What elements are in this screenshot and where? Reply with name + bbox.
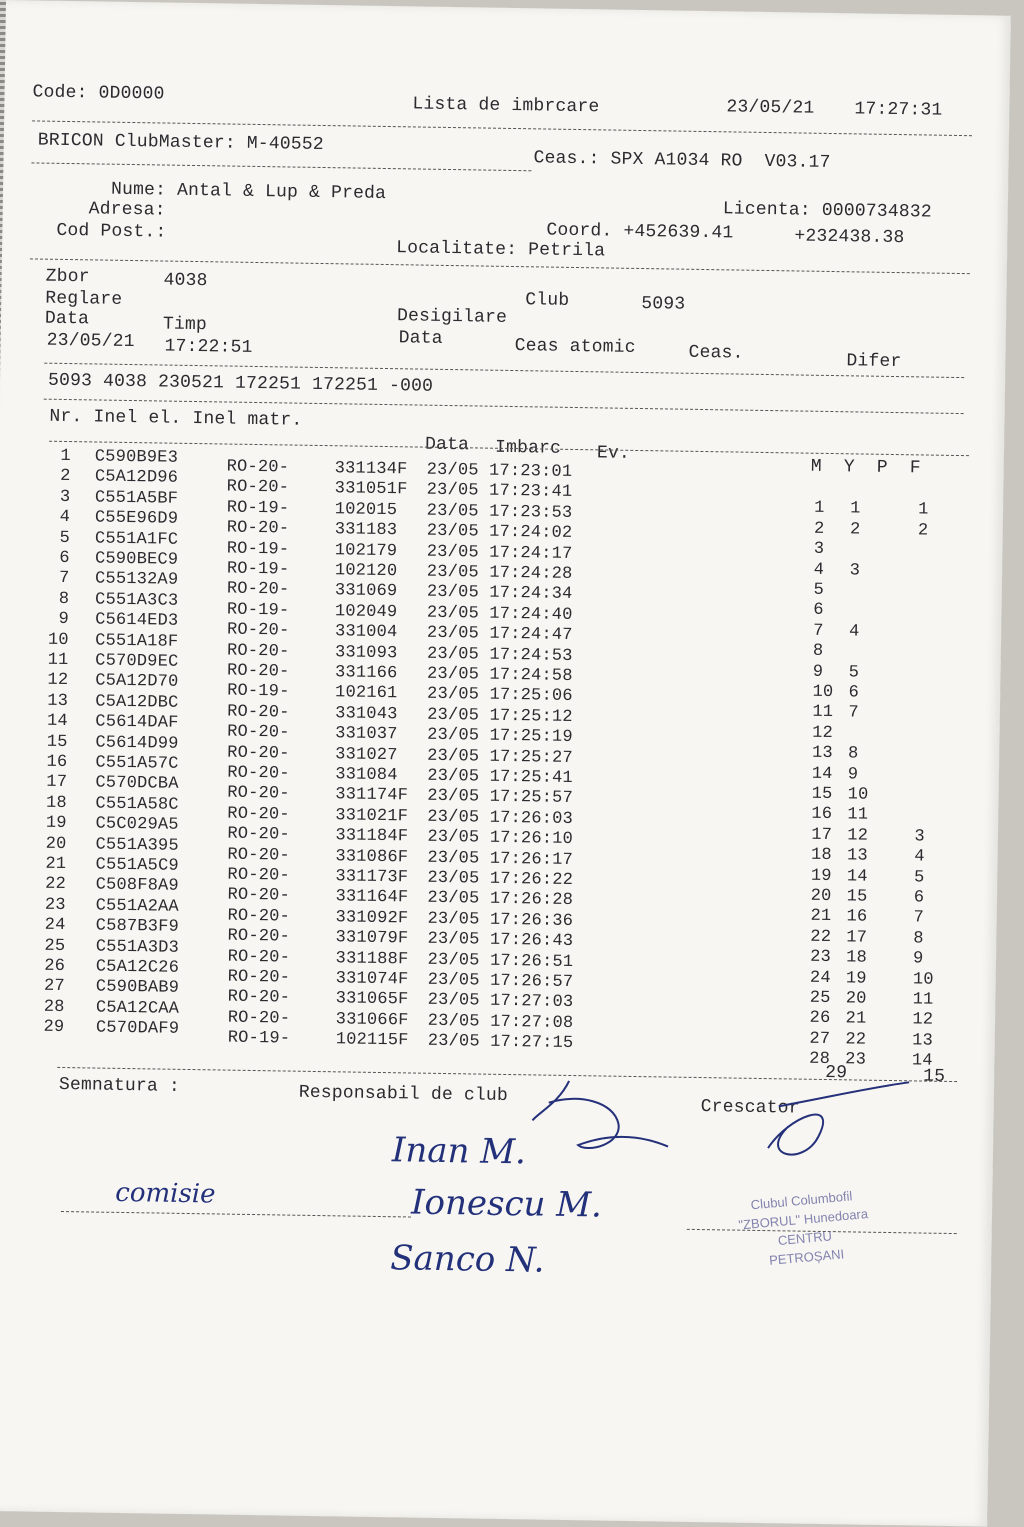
arrival-datetime: 23/05 17:24:34 (426, 583, 573, 605)
setting-date: 23/05/21 (46, 330, 135, 353)
row-number: 25 (44, 936, 66, 956)
ring-prefix: RO-20- (227, 845, 290, 866)
arrival-datetime: 23/05 17:26:03 (427, 807, 574, 829)
ring-number: 331166 (334, 663, 398, 684)
signature-name-3: Sanco N. (389, 1238, 545, 1281)
ring-number: 331188F (335, 948, 409, 970)
column-header-myp: M Y P F (810, 456, 921, 479)
electronic-ring: C551A3C3 (94, 590, 179, 611)
rank-y: 22 (845, 1030, 867, 1050)
rank-f: 11 (912, 990, 934, 1010)
row-number: 3 (59, 487, 71, 507)
ring-number: 331092F (335, 908, 409, 929)
arrival-datetime: 23/05 17:25:57 (427, 787, 574, 809)
rank-f: 10 (912, 969, 934, 990)
ring-prefix: RO-20- (226, 457, 290, 478)
rank-y: 19 (845, 968, 867, 989)
ring-prefix: RO-19- (226, 539, 290, 560)
rank-m: 22 (810, 927, 832, 947)
arrival-datetime: 23/05 17:23:01 (426, 460, 573, 482)
owner-name: Nume: Antal & Lup & Preda (110, 179, 387, 204)
rank-m: 5 (813, 580, 825, 600)
electronic-ring: C5614D99 (95, 733, 179, 754)
rank-y: 14 (846, 866, 868, 887)
rank-f: 9 (912, 949, 924, 969)
signature-label: Semnatura : (58, 1074, 181, 1097)
ring-prefix: RO-20- (227, 906, 291, 927)
rank-m: 27 (809, 1029, 831, 1049)
rank-y: 21 (845, 1009, 867, 1030)
electronic-ring: C570DAF9 (95, 1018, 180, 1040)
electronic-ring: C551A5BF (94, 488, 179, 509)
column-header-ev: Ev. (596, 443, 631, 464)
ring-number: 331069 (334, 581, 398, 602)
ring-prefix: RO-20- (227, 783, 290, 804)
arrival-datetime: 23/05 17:26:51 (427, 950, 574, 972)
arrival-datetime: 23/05 17:25:27 (427, 746, 573, 768)
rank-y: 2 (849, 520, 861, 540)
stamp-line: CENTRU (777, 1228, 833, 1249)
rank-f: 2 (917, 521, 929, 541)
commission-label: comisie (115, 1177, 216, 1210)
tail-m-value: 29 (825, 1063, 848, 1084)
arrival-datetime: 23/05 17:26:28 (427, 889, 574, 911)
row-number: 17 (46, 773, 68, 793)
document-title: Lista de imbrcare (412, 94, 600, 118)
rank-m: 1 (814, 499, 825, 519)
unseal-date-label: Data (398, 328, 443, 349)
row-number: 23 (44, 895, 66, 915)
rank-m: 11 (812, 703, 834, 723)
ring-prefix: RO-19- (227, 1028, 291, 1049)
stamp-line: "ZBORUL" Hunedoara (737, 1206, 869, 1233)
arrival-datetime: 23/05 17:24:17 (426, 542, 573, 564)
setting-time-label: Timp (162, 314, 208, 336)
ring-number: 102120 (334, 561, 398, 582)
setting-time: 17:22:51 (164, 336, 253, 358)
electronic-ring: C551A1FC (94, 529, 179, 550)
row-number: 26 (44, 956, 66, 977)
rank-y: 11 (847, 805, 869, 826)
electronic-ring: C551A18F (95, 631, 179, 652)
rank-y: 1 (850, 499, 861, 519)
divider (61, 1211, 411, 1217)
rank-f: 12 (912, 1010, 934, 1031)
arrival-datetime: 23/05 17:24:02 (426, 521, 573, 544)
rank-m: 13 (811, 743, 833, 764)
electronic-ring: C5614DAF (95, 712, 179, 733)
signature-name-2: Ionescu M. (410, 1182, 603, 1226)
electronic-ring: C5A12D96 (94, 467, 179, 489)
club-number: 5093 (641, 294, 686, 315)
clubmaster-id: BRICON ClubMaster: M-40552 (37, 130, 324, 156)
row-number: 5 (59, 528, 71, 548)
ring-number: 331173F (335, 867, 409, 888)
electronic-ring: C551A58C (95, 794, 179, 815)
divider (31, 162, 531, 171)
ring-prefix: RO-20- (227, 702, 290, 723)
rank-f: 4 (914, 847, 925, 867)
ring-prefix: RO-20- (226, 661, 290, 682)
ring-number: 331004 (334, 622, 398, 643)
ring-number: 331093 (334, 642, 398, 663)
rank-y: 3 (849, 560, 861, 581)
row-number: 21 (45, 854, 67, 875)
ring-number: 102049 (334, 602, 398, 623)
ring-prefix: RO-20- (227, 824, 290, 845)
rank-m: 26 (809, 1009, 831, 1029)
ring-prefix: RO-20- (227, 885, 291, 906)
ring-prefix: RO-20- (226, 579, 290, 600)
arrival-datetime: 23/05 17:26:43 (427, 929, 574, 952)
rank-m: 9 (812, 662, 824, 682)
flight-number: 4038 (163, 270, 208, 292)
rank-m: 21 (810, 907, 832, 927)
ring-number: 331079F (335, 928, 409, 949)
ring-prefix: RO-19- (226, 600, 290, 621)
electronic-ring: C551A3D3 (95, 937, 180, 958)
ring-number: 102015 (334, 500, 398, 521)
breeder-label: Crescator (700, 1097, 800, 1119)
rank-f: 13 (912, 1031, 934, 1051)
ring-prefix: RO-20- (227, 763, 290, 784)
rank-m: 14 (811, 764, 833, 784)
rank-m: 10 (812, 682, 834, 703)
ring-number: 102115F (335, 1030, 409, 1051)
rank-y: 13 (846, 846, 869, 866)
row-number: 1 (60, 446, 71, 467)
print-time: 17:27:31 (854, 99, 943, 121)
rank-m: 18 (810, 845, 833, 866)
license-number: Licenta: 0000734832 (722, 199, 932, 223)
tail-f-value: 15 (923, 1066, 946, 1087)
ring-prefix: RO-20- (227, 743, 290, 764)
arrival-datetime: 23/05 17:24:28 (426, 562, 573, 584)
owner-address: Adresa: (88, 199, 166, 221)
arrival-datetime: 23/05 17:26:17 (427, 848, 574, 870)
electronic-ring: C5614ED3 (94, 610, 179, 631)
row-number: 15 (46, 732, 68, 752)
arrival-datetime: 23/05 17:25:19 (427, 725, 573, 748)
unseal-label: Desigilare (396, 306, 508, 328)
arrival-datetime: 23/05 17:23:53 (426, 501, 573, 523)
club-label: Club (525, 290, 570, 311)
ring-prefix: RO-20- (227, 926, 291, 947)
column-header-arrival: Imbarc (494, 437, 562, 459)
rank-y: 10 (847, 785, 869, 805)
ring-number: 331037 (335, 724, 398, 745)
rank-y: 23 (845, 1050, 867, 1070)
row-number: 28 (43, 997, 65, 1017)
arrival-datetime: 23/05 17:27:03 (427, 991, 574, 1013)
code-label: Code: 0D0000 (32, 82, 165, 105)
arrival-datetime: 23/05 17:24:40 (426, 603, 573, 625)
column-header-date: Data (424, 434, 470, 456)
row-number: 2 (60, 467, 71, 487)
row-number: 7 (58, 569, 70, 589)
clock-id: Ceas.: SPX A1034 RO V03.17 (533, 148, 831, 173)
ring-number: 331174F (335, 785, 409, 806)
rank-m: 16 (811, 805, 833, 825)
electronic-ring: C5A12DBC (95, 692, 179, 713)
rank-y: 20 (845, 989, 867, 1009)
ring-prefix: RO-20- (227, 804, 290, 825)
row-number: 27 (43, 977, 65, 997)
row-number: 16 (46, 752, 68, 773)
ring-number: 331074F (335, 969, 409, 990)
electronic-ring: C551A395 (95, 835, 179, 856)
ring-number: 331134F (334, 459, 408, 480)
ring-prefix: RO-20- (226, 620, 290, 641)
row-number: 6 (59, 548, 70, 569)
ring-number: 331021F (335, 806, 409, 827)
ring-number: 331051F (334, 479, 408, 500)
ring-number: 331086F (335, 846, 409, 868)
arrival-datetime: 23/05 17:26:57 (427, 970, 574, 993)
difference-label: Difer (846, 351, 902, 373)
signature-scribbles (517, 1072, 939, 1189)
arrival-datetime: 23/05 17:27:08 (427, 1011, 574, 1033)
ring-number: 331066F (335, 1010, 409, 1031)
rank-m: 15 (811, 784, 833, 805)
ring-prefix: RO-19- (226, 559, 290, 580)
electronic-ring: C5A12CAA (95, 998, 180, 1019)
column-header-rings: Nr. Inel el. Inel matr. (49, 406, 303, 431)
ring-number: 331027 (335, 744, 398, 765)
owner-postal-code: Cod Post.: (56, 220, 167, 243)
electronic-ring: C5C029A5 (95, 814, 179, 836)
rank-m: 17 (811, 825, 833, 845)
setting-label: Reglare (45, 288, 123, 310)
arrival-datetime: 23/05 17:25:41 (427, 766, 574, 788)
ring-prefix: RO-20- (227, 947, 291, 968)
rank-f: 3 (914, 827, 926, 847)
ring-number: 331184F (335, 826, 409, 847)
signature-name-1: Inan M. (391, 1130, 527, 1173)
electronic-ring: C590BEC9 (94, 549, 179, 570)
setting-date-label: Data (44, 308, 90, 330)
rank-y: 18 (846, 948, 868, 968)
rank-y: 6 (848, 683, 860, 703)
row-number: 12 (47, 671, 69, 691)
arrival-datetime: 23/05 17:27:15 (427, 1031, 574, 1054)
row-number: 8 (58, 589, 70, 609)
row-number: 10 (47, 630, 69, 650)
rank-m: 7 (812, 621, 824, 641)
rank-m: 4 (813, 560, 825, 580)
club-stamp (701, 1182, 908, 1289)
rank-y: 4 (848, 622, 860, 642)
ring-prefix: RO-20- (227, 722, 290, 743)
ring-number: 331164F (335, 887, 409, 908)
electronic-ring: C590BAB9 (95, 977, 180, 999)
ring-prefix: RO-19- (226, 498, 290, 519)
row-number: 13 (47, 691, 69, 711)
flight-label: Zbor (45, 266, 90, 288)
electronic-ring: C587B3F9 (95, 916, 180, 938)
rank-y: 7 (848, 703, 859, 723)
electronic-ring: C551A57C (95, 753, 179, 774)
electronic-ring: C551A2AA (95, 896, 180, 917)
electronic-ring: C55132A9 (94, 569, 179, 591)
rank-m: 24 (809, 968, 831, 988)
arrival-datetime: 23/05 17:26:10 (427, 827, 574, 850)
ring-number: 331065F (335, 989, 409, 1010)
ring-prefix: RO-20- (226, 477, 290, 498)
stamp-line: PETROȘANI (768, 1246, 845, 1268)
arrival-datetime: 23/05 17:25:12 (426, 705, 573, 727)
ring-number: 331084 (335, 765, 398, 786)
row-number: 9 (58, 610, 70, 630)
atomic-clock-label: Ceas atomic (514, 336, 636, 358)
row-number: 11 (47, 650, 69, 671)
rank-m: 28 (809, 1049, 831, 1070)
rank-m: 25 (809, 988, 831, 1009)
rank-m: 3 (813, 539, 825, 560)
row-number: 29 (43, 1017, 65, 1038)
electronic-ring: C570DCBA (95, 773, 179, 795)
rank-m: 20 (810, 886, 832, 907)
row-number: 20 (45, 834, 67, 854)
rank-f: 14 (911, 1051, 933, 1071)
rank-y: 5 (848, 662, 860, 683)
rank-y: 12 (847, 826, 869, 846)
ring-prefix: RO-20- (227, 987, 291, 1008)
arrival-datetime: 23/05 17:26:36 (427, 909, 574, 931)
print-date: 23/05/21 (726, 97, 815, 119)
rank-f: 6 (913, 888, 925, 908)
ring-number: 102161 (334, 683, 398, 704)
rank-f: 1 (918, 500, 929, 520)
arrival-datetime: 23/05 17:26:22 (427, 868, 574, 891)
rank-m: 8 (812, 641, 824, 662)
arrival-datetime: 23/05 17:24:58 (426, 664, 573, 686)
locality: Localitate: Petrila (395, 238, 606, 262)
electronic-ring: C590B9E3 (94, 447, 179, 468)
stamp-line: Clubul Columbofil (750, 1188, 853, 1213)
rank-y: 9 (847, 764, 859, 785)
arrival-datetime: 23/05 17:24:53 (426, 644, 573, 666)
rank-f: 5 (913, 867, 925, 888)
rank-m: 19 (810, 866, 832, 886)
ring-number: 331183 (334, 520, 398, 541)
electronic-ring: C508F8A9 (95, 875, 180, 897)
electronic-ring: C551A5C9 (95, 855, 179, 876)
ring-prefix: RO-20- (227, 967, 291, 988)
ring-prefix: RO-20- (227, 865, 291, 886)
ring-prefix: RO-20- (226, 641, 290, 662)
electronic-ring: C570D9EC (95, 651, 179, 672)
clock-code-line: 5093 4038 230521 172251 172251 -000 (47, 370, 434, 397)
ring-prefix: RO-19- (226, 681, 290, 702)
row-number: 24 (44, 915, 66, 936)
row-number: 18 (45, 793, 68, 813)
rank-y: 17 (846, 928, 868, 948)
clock-label: Ceas. (688, 342, 744, 364)
rank-f: 8 (913, 929, 924, 949)
rank-y: 15 (846, 887, 868, 907)
electronic-ring: C55E96D9 (94, 508, 179, 529)
rank-m: 12 (812, 723, 834, 743)
electronic-ring: C5A12D70 (95, 671, 179, 693)
row-number: 22 (45, 875, 67, 895)
rank-f: 7 (913, 908, 925, 928)
rank-m: 6 (813, 601, 824, 621)
ring-prefix: RO-20- (227, 1008, 291, 1029)
rank-m: 2 (813, 519, 825, 539)
ring-number: 331043 (334, 704, 398, 725)
rank-y: 16 (846, 907, 868, 928)
coordinates-lat: Coord. +452639.41 (546, 220, 734, 244)
ring-prefix: RO-20- (226, 518, 290, 539)
arrival-datetime: 23/05 17:24:47 (426, 623, 573, 646)
electronic-ring: C5A12C26 (95, 957, 180, 978)
coordinates-lon: +232438.38 (794, 226, 905, 249)
rank-m: 23 (810, 947, 832, 968)
row-number: 14 (46, 711, 68, 732)
club-responsible-label: Responsabil de club (298, 1082, 509, 1107)
row-number: 4 (59, 508, 71, 528)
rank-y: 8 (847, 744, 859, 764)
arrival-datetime: 23/05 17:23:41 (426, 481, 573, 503)
arrival-datetime: 23/05 17:25:06 (426, 685, 573, 707)
ring-number: 102179 (334, 540, 398, 561)
row-number: 19 (45, 813, 67, 834)
